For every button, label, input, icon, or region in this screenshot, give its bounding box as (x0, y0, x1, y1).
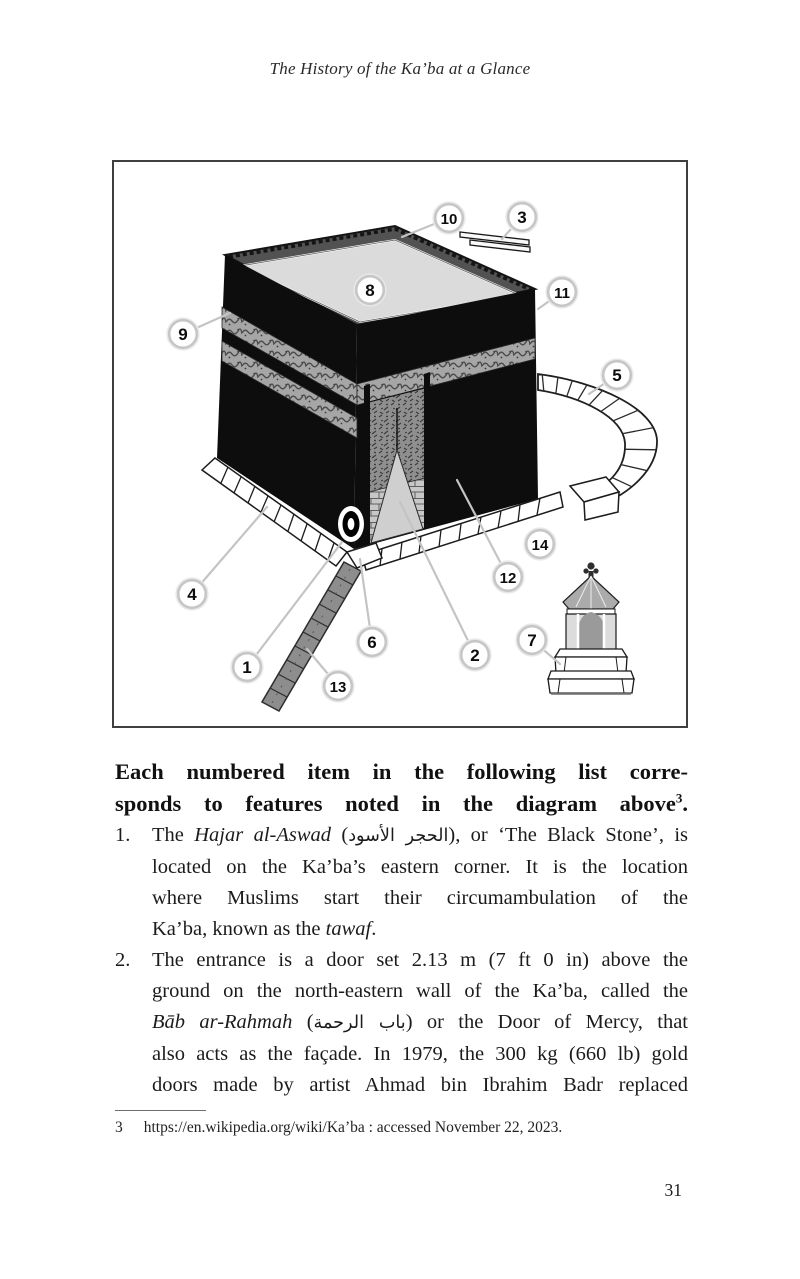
text-line: located on the Ka’ba’s eastern corner. It is the location (152, 856, 688, 878)
text-line: The Hajar al-Aswad (الحجر الأسود), or ‘The Black Stone’, is (152, 824, 689, 846)
rain-spout (460, 232, 530, 252)
kaaba-diagram-frame (112, 160, 688, 728)
heading-line: Each numbered item in the following list corre- (115, 759, 688, 784)
text-line: Bāb ar-Rahmah (باب الرحمة) or the Door of Mercy, that (152, 1011, 688, 1033)
callout-number-11: 11 (554, 285, 570, 302)
footnote-number: 3 (115, 1119, 123, 1136)
callout-number-14: 14 (531, 537, 549, 554)
leader-line (192, 507, 267, 594)
callout-number-4: 4 (187, 585, 197, 604)
text-line: The entrance is a door set 2.13 m (7 ft 0 in) above the (152, 949, 688, 971)
running-header: The History of the Ka’ba at a Glance (269, 59, 531, 78)
footnote (115, 1119, 688, 1137)
text-line: doors made by artist Ahmad bin Ibrahim Badr replaced (152, 1074, 688, 1096)
callout-number-12: 12 (499, 570, 517, 587)
maqam-ibrahim (548, 562, 634, 693)
callout-number-8: 8 (365, 281, 375, 300)
main-text (115, 756, 688, 1101)
footnote-rule (115, 1110, 206, 1111)
kaaba-illustration (114, 162, 686, 726)
callout-number-2: 2 (470, 646, 480, 665)
callout-number-9: 9 (178, 325, 188, 344)
callout-number-3: 3 (517, 208, 527, 227)
heading-line: sponds to features noted in the diagram above$^3$. (115, 790, 688, 816)
callout-number-5: 5 (612, 366, 622, 385)
list-item-number: 1. (115, 824, 131, 846)
list-item (115, 945, 688, 1101)
text-line: where Muslims start their circumambulation of the (152, 887, 688, 909)
text-line: ground on the north-eastern wall of the Ka’ba, called the (152, 980, 688, 1002)
list-item-number: 2. (115, 949, 131, 971)
callout-number-6: 6 (367, 633, 377, 652)
numbered-list (115, 820, 688, 1101)
footnote-text: https://en.wikipedia.org/wiki/Ka’ba : accessed November 22, 2023. (143, 1119, 563, 1136)
callout-number-1: 1 (242, 658, 252, 677)
section-heading (115, 756, 688, 820)
callout-number-10: 10 (440, 211, 458, 228)
text-line: also acts as the façade. In 1979, the 300 kg (660 lb) gold (152, 1043, 688, 1065)
callout-number-13: 13 (329, 679, 347, 696)
black-stone-marker (338, 506, 364, 542)
page-number: 31 (664, 1180, 682, 1200)
callout-number-7: 7 (527, 631, 537, 650)
list-item (115, 820, 688, 945)
text-line: Ka’ba, known as the tawaf. (152, 918, 377, 940)
maqam-base (555, 649, 627, 657)
